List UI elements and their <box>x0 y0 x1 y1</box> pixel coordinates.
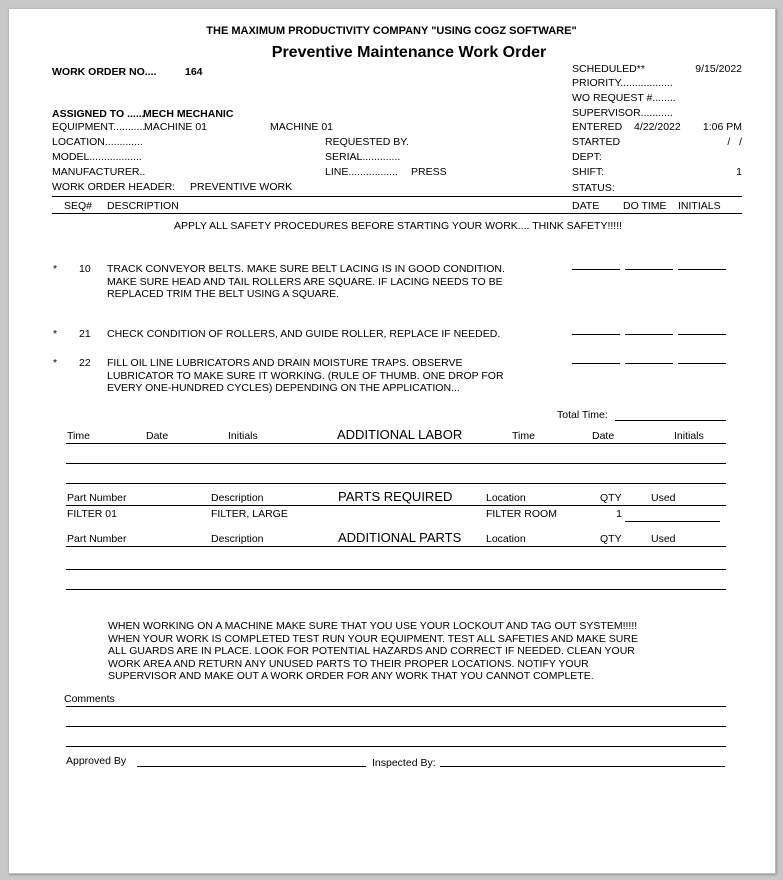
labor-initials-header-2: Initials <box>674 430 704 442</box>
shift-label: SHIFT: <box>572 166 605 178</box>
total-time-blank <box>615 420 726 421</box>
priority-label: PRIORITY.................. <box>572 77 673 89</box>
approved-by-label: Approved By <box>66 755 127 767</box>
comments-line <box>66 706 726 707</box>
dept-label: DEPT: <box>572 151 602 163</box>
comments-line <box>66 746 726 747</box>
labor-date-header-2: Date <box>592 430 615 442</box>
closing-safety-note: WHEN WORKING ON A MACHINE MAKE SURE THAT YOU USE YOUR LOCKOUT AND TAG OUT SYSTEM!!!!! WHEN YOUR WORK IS COMPLETED TEST RUN YOUR EQUIPMENT. TEST ALL SAFETIES AND MAKE SURE ALL GUARDS ARE IN PLACE. LOOK FOR POTENTIAL HAZARDS AND CORRECT IF NEEDED. CLEAN YOUR WORK AREA AND RETURN ANY UNUSED PARTS TO THEIR PROPER LOCATIONS. NOTIFY YOUR SUPERVISOR AND MAKE OUT A WORK ORDER FOR ANY WORK THAT YOU CANNOT COMPLETE. <box>108 620 638 682</box>
col-do-time: DO TIME <box>623 200 667 212</box>
company-name: THE MAXIMUM PRODUCTIVITY COMPANY "USING COGZ SOFTWARE" <box>206 25 577 37</box>
comments-label: Comments <box>64 693 115 705</box>
shift-value: 1 <box>736 166 742 178</box>
task-time-blank <box>625 363 673 364</box>
equipment-value-2: MACHINE 01 <box>270 121 334 133</box>
addparts-used-header: Used <box>651 533 676 545</box>
labor-initials-header: Initials <box>228 430 258 442</box>
addparts-qty-header: QTY <box>600 533 622 545</box>
addparts-description-header: Description <box>211 533 264 545</box>
task-time-blank <box>625 334 673 335</box>
wo-no-value: 164 <box>185 66 203 78</box>
task-initials-blank <box>678 269 726 270</box>
column-header-bottom-rule <box>52 213 742 214</box>
task-initials-blank <box>678 363 726 364</box>
inspected-by-line <box>440 766 725 767</box>
entered-label: ENTERED <box>572 121 623 133</box>
addparts-row-rule <box>66 569 726 570</box>
part-number: FILTER 01 <box>67 508 117 520</box>
task-mark: * <box>53 263 58 275</box>
wo-request-label: WO REQUEST #........ <box>572 92 676 104</box>
parts-description-header: Description <box>211 492 264 504</box>
labor-header-rule <box>66 443 726 444</box>
entered-date: 4/22/2022 <box>634 121 681 133</box>
task-description: CHECK CONDITION OF ROLLERS, AND GUIDE ROLLER, REPLACE IF NEEDED. <box>107 328 501 340</box>
labor-date-header: Date <box>146 430 169 442</box>
parts-part-number-header: Part Number <box>67 492 127 504</box>
parts-header-rule <box>66 505 726 506</box>
task-date-blank <box>572 334 620 335</box>
part-used-blank <box>625 521 720 522</box>
part-location: FILTER ROOM <box>486 508 557 520</box>
line-label: LINE................. <box>325 166 398 178</box>
started-label: STARTED <box>572 136 621 148</box>
labor-time-header-2: Time <box>512 430 535 442</box>
equipment-label: EQUIPMENT........... <box>52 121 146 133</box>
supervisor-label: SUPERVISOR........... <box>572 107 673 119</box>
wo-header-label: WORK ORDER HEADER: <box>52 181 176 193</box>
status-label: STATUS: <box>572 182 615 194</box>
scheduled-value: 9/15/2022 <box>695 63 742 75</box>
task-mark: * <box>53 328 58 340</box>
task-time-blank <box>625 269 673 270</box>
additional-labor-title: ADDITIONAL LABOR <box>337 427 463 442</box>
inspected-by-label: Inspected By: <box>372 757 436 769</box>
page-title: Preventive Maintenance Work Order <box>271 44 547 61</box>
addparts-row-rule <box>66 589 726 590</box>
total-time-label: Total Time: <box>557 409 608 421</box>
parts-qty-header: QTY <box>600 492 622 504</box>
part-qty: 1 <box>616 508 622 520</box>
assigned-label: ASSIGNED TO ...... <box>52 108 145 120</box>
labor-row-rule <box>66 483 726 484</box>
assigned-value: MECH MECHANIC <box>143 108 234 120</box>
comments-line <box>66 726 726 727</box>
labor-row-rule <box>66 463 726 464</box>
task-initials-blank <box>678 334 726 335</box>
task-date-blank <box>572 363 620 364</box>
location-label: LOCATION............. <box>52 136 143 148</box>
part-description: FILTER, LARGE <box>211 508 288 520</box>
parts-used-header: Used <box>651 492 676 504</box>
serial-label: SERIAL............. <box>325 151 401 163</box>
column-header-top-rule <box>52 196 742 197</box>
safety-note: APPLY ALL SAFETY PROCEDURES BEFORE STARTING YOUR WORK.... THINK SAFETY!!!!! <box>173 220 623 232</box>
approved-by-line <box>137 766 366 767</box>
task-description: TRACK CONVEYOR BELTS. MAKE SURE BELT LACING IS IN GOOD CONDITION. MAKE SURE HEAD AND TAIL ROLLERS ARE SQUARE. IF LACING NEEDS TO BE REPLACED TRIM THE BELT USING A SQUARE. <box>107 263 505 300</box>
equipment-value: MACHINE 01 <box>144 121 208 133</box>
task-seq: 10 <box>79 263 91 275</box>
parts-required-title: PARTS REQUIRED <box>338 489 453 504</box>
col-date: DATE <box>572 200 600 212</box>
scheduled-label: SCHEDULED** <box>572 63 645 75</box>
manufacturer-label: MANUFACTURER.. <box>52 166 146 178</box>
wo-header-value: PREVENTIVE WORK <box>190 181 293 193</box>
entered-time: 1:06 PM <box>702 121 742 133</box>
additional-parts-title: ADDITIONAL PARTS <box>338 530 462 545</box>
addparts-header-rule <box>66 546 726 547</box>
task-description: FILL OIL LINE LUBRICATORS AND DRAIN MOISTURE TRAPS. OBSERVE LUBRICATOR TO MAKE SURE IT WORKING. (RULE OF THUMB. ONE DROP FOR EVERY ONE-HUNDRED CYCLES) DEPENDING ON THE APPLICATION... <box>107 357 504 394</box>
parts-location-header: Location <box>486 492 526 504</box>
task-seq: 22 <box>79 357 91 369</box>
labor-time-header: Time <box>67 430 90 442</box>
addparts-part-number-header: Part Number <box>67 533 127 545</box>
task-mark: * <box>53 357 58 369</box>
task-date-blank <box>572 269 620 270</box>
requested-by-label: REQUESTED BY. <box>325 136 409 148</box>
col-initials: INITIALS <box>678 200 721 212</box>
started-value: / / <box>727 136 742 148</box>
line-value: PRESS <box>411 166 447 178</box>
col-seq: SEQ# <box>64 200 93 212</box>
addparts-location-header: Location <box>486 533 526 545</box>
model-label: MODEL.................. <box>52 151 142 163</box>
wo-no-label: WORK ORDER NO.... <box>52 66 157 78</box>
col-description: DESCRIPTION <box>107 200 179 212</box>
task-seq: 21 <box>79 328 91 340</box>
